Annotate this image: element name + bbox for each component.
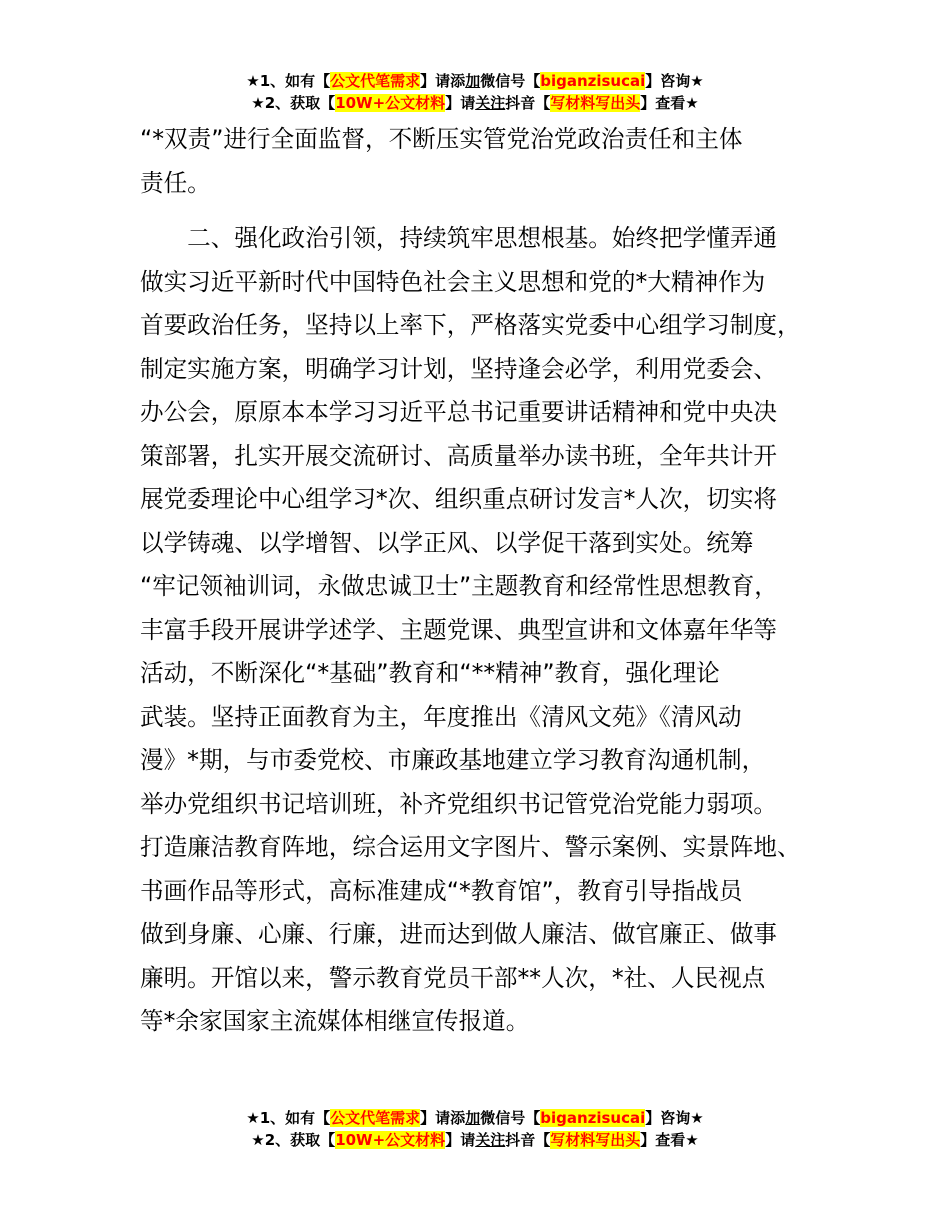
banner-text: ★1、如有【 bbox=[246, 72, 331, 90]
text-line: 廉明。开馆以来，警示教育党员干部**人次，*社、人民视点 bbox=[140, 963, 766, 992]
text-line: 丰富手段开展讲学述学、主题党课、典型宣讲和文体嘉年华等 bbox=[140, 615, 778, 644]
banner-text: 】查看★ bbox=[640, 94, 699, 112]
banner-line-2 bbox=[0, 1129, 950, 1151]
paragraph-2 bbox=[140, 217, 840, 1044]
text-line: 策部署，扎实开展交流研讨、高质量举办读书班，全年共计开 bbox=[140, 441, 778, 470]
text-line: 以学铸魂、以学增智、以学正风、以学促干落到实处。统筹 bbox=[140, 528, 754, 557]
text-line: 制定实施方案，明确学习计划，坚持逢会必学，利用党委会、 bbox=[140, 354, 778, 383]
text-line: 活动，不断深化“*基础”教育和“**精神”教育，强化理论 bbox=[140, 659, 720, 687]
banner-line-2 bbox=[0, 92, 950, 114]
document-body bbox=[140, 118, 840, 1044]
banner-highlight: 10W+公文材料 bbox=[335, 94, 446, 112]
text-line: “牢记领袖训词，永做忠诚卫士”主题教育和经常性思想教育， bbox=[140, 572, 778, 600]
banner-text: ★2、获取【 bbox=[251, 94, 336, 112]
banner-highlight: 10W+公文材料 bbox=[335, 1131, 446, 1149]
text-line: 做到身廉、心廉、行廉，进而达到做人廉洁、做官廉正、做事 bbox=[140, 920, 778, 948]
banner-line-1 bbox=[0, 70, 950, 92]
header-banner bbox=[0, 70, 950, 114]
banner-text: 】请 bbox=[445, 94, 476, 112]
text-line: 打造廉洁教育阵地，综合运用文字图片、警示案例、实景阵地、 bbox=[140, 833, 801, 861]
banner-underline-text: 加 bbox=[465, 72, 481, 90]
banner-highlight: 写材料写出头 bbox=[550, 94, 641, 112]
banner-text: 】查看★ bbox=[640, 1131, 699, 1149]
banner-text: ★2、获取【 bbox=[251, 1131, 336, 1149]
text-line: “*双责”进行全面监督，不断压实管党治党政治责任和主体 bbox=[140, 125, 743, 153]
text-line: 武装。坚持正面教育为主，年度推出《清风文苑》《清风动 bbox=[140, 702, 742, 731]
text-line: 举办党组织书记培训班，补齐党组织书记管党治党能力弱项。 bbox=[140, 789, 778, 818]
banner-line-1 bbox=[0, 1107, 950, 1129]
banner-text: 微信号【 bbox=[480, 72, 541, 90]
banner-highlight: biganzisucai bbox=[540, 1109, 646, 1127]
banner-underline-text: 关注 bbox=[475, 1131, 506, 1149]
paragraph-1 bbox=[140, 118, 840, 205]
banner-highlight: biganzisucai bbox=[540, 72, 646, 90]
banner-text: 抖音【 bbox=[505, 94, 551, 112]
text-line: 展党委理论中心组学习*次、组织重点研讨发言*人次，切实将 bbox=[140, 485, 778, 513]
text-line: 等*余家国家主流媒体相继宣传报道。 bbox=[140, 1007, 530, 1035]
text-line: 首要政治任务，坚持以上率下，严格落实党委中心组学习制度， bbox=[140, 311, 801, 339]
text-line: 做实习近平新时代中国特色社会主义思想和党的*大精神作为 bbox=[140, 267, 766, 296]
banner-text: 】请 bbox=[445, 1131, 476, 1149]
banner-highlight: 公文代笔需求 bbox=[330, 1109, 421, 1127]
footer-banner bbox=[0, 1107, 950, 1151]
banner-underline-text: 加 bbox=[465, 1109, 481, 1127]
banner-text: 】请添 bbox=[420, 72, 466, 90]
banner-text: 】咨询★ bbox=[645, 1109, 704, 1127]
banner-highlight: 写材料写出头 bbox=[550, 1131, 641, 1149]
text-line: 二、强化政治引领，持续筑牢思想根基。始终把学懂弄通 bbox=[140, 224, 778, 252]
banner-text: ★1、如有【 bbox=[246, 1109, 331, 1127]
banner-text: 微信号【 bbox=[480, 1109, 541, 1127]
text-line: 办公会，原原本本学习习近平总书记重要讲话精神和党中央决 bbox=[140, 398, 778, 426]
text-line: 书画作品等形式，高标准建成“*教育馆”，教育引导指战员 bbox=[140, 876, 743, 905]
banner-text: 】请添 bbox=[420, 1109, 466, 1127]
banner-text: 抖音【 bbox=[505, 1131, 551, 1149]
text-line: 漫》*期，与市委党校、市廉政基地建立学习教育沟通机制， bbox=[140, 746, 766, 774]
banner-text: 】咨询★ bbox=[645, 72, 704, 90]
banner-highlight: 公文代笔需求 bbox=[330, 72, 421, 90]
banner-underline-text: 关注 bbox=[475, 94, 506, 112]
text-line: 责任。 bbox=[140, 168, 211, 197]
